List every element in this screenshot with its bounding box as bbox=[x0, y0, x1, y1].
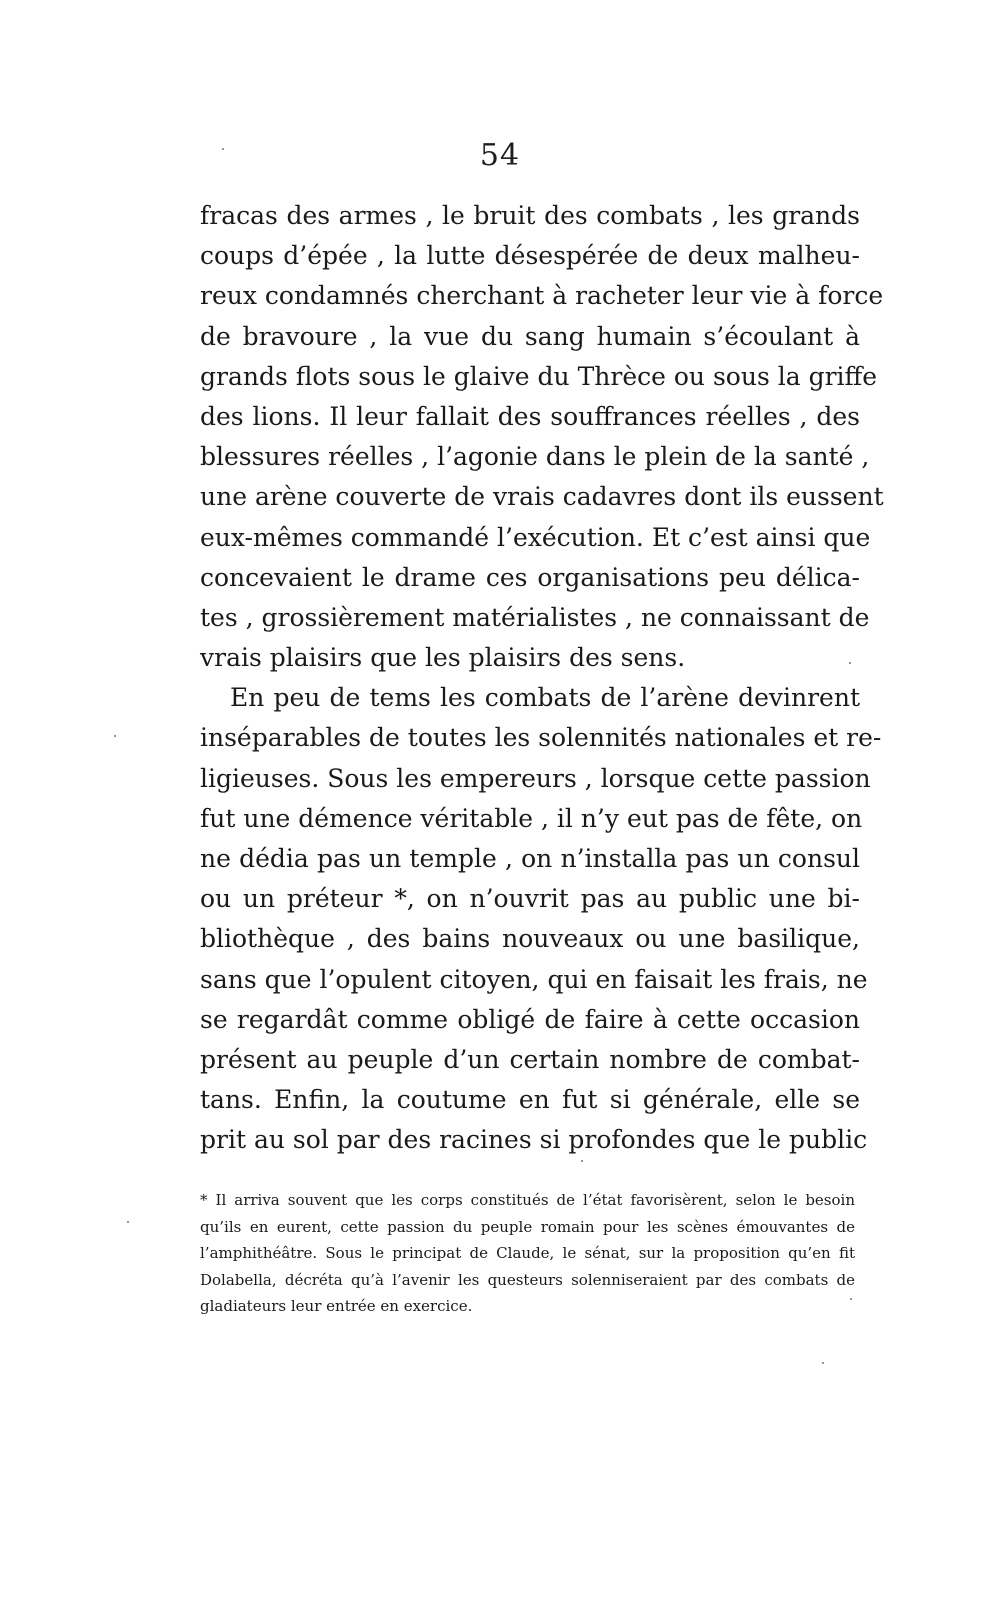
text-line: prit au sol par des racines si profondes que le public bbox=[200, 1125, 868, 1155]
text-line: des lions. Il leur fallait des souffrances réelles , des bbox=[200, 401, 860, 431]
scan-speck bbox=[581, 1160, 583, 1162]
text-line: concevaient le drame ces organisations peu délica- bbox=[200, 562, 860, 592]
text-line: reux condamnés cherchant à racheter leur vie à force bbox=[200, 281, 884, 311]
footnote-line: Dolabella, décréta qu’à l’avenir les questeurs solenniseraient par des combats de bbox=[200, 1270, 855, 1289]
text-line: ou un préteur *, on n’ouvrit pas au public une bi- bbox=[200, 884, 860, 914]
page-number: 54 bbox=[479, 138, 521, 173]
text-line: sans que l’opulent citoyen, qui en faisait les frais, ne bbox=[200, 964, 868, 994]
text-line: En peu de tems les combats de l’arène devinrent bbox=[230, 683, 860, 713]
text-line: blessures réelles , l’agonie dans le plein de la santé , bbox=[200, 442, 870, 472]
text-line: ligieuses. Sous les empereurs , lorsque cette passion bbox=[200, 763, 871, 793]
text-line: bliothèque , des bains nouveaux ou une basilique, bbox=[200, 924, 860, 954]
text-line: une arène couverte de vrais cadavres dont ils eussent bbox=[200, 482, 884, 512]
footnote-line: * Il arriva souvent que les corps constitués de l’état favorisèrent, selon le besoin bbox=[200, 1191, 855, 1209]
scan-speck bbox=[849, 662, 851, 664]
footnote bbox=[200, 1187, 855, 1320]
text-line: fracas des armes , le bruit des combats , les grands bbox=[200, 201, 860, 230]
text-line: vrais plaisirs que les plaisirs des sens. bbox=[200, 643, 686, 673]
footnote-line: gladiateurs leur entrée en exercice. bbox=[200, 1297, 473, 1315]
text-line: coups d’épée , la lutte désespérée de deux malheu- bbox=[200, 241, 860, 271]
text-line: ne dédia pas un temple , on n’installa pas un consul bbox=[200, 844, 860, 873]
scan-speck bbox=[114, 735, 116, 737]
body-text bbox=[200, 196, 884, 1161]
scan-speck bbox=[222, 148, 224, 150]
text-line: de bravoure , la vue du sang humain s’écoulant à bbox=[200, 321, 860, 351]
text-line: tans. Enfin, la coutume en fut si générale, elle se bbox=[200, 1085, 860, 1115]
text-line: tes , grossièrement matérialistes , ne connaissant de bbox=[200, 602, 870, 632]
text-line: se regardât comme obligé de faire à cette occasion bbox=[200, 1004, 860, 1034]
text-line: inséparables de toutes les solennités nationales et re- bbox=[200, 723, 882, 753]
text-line: présent au peuple d’un certain nombre de combat- bbox=[200, 1044, 860, 1074]
footnote-line: qu’ils en eurent, cette passion du peuple romain pour les scènes émouvantes de bbox=[200, 1217, 855, 1236]
text-line: fut une démence véritable , il n’y eut pas de fête, on bbox=[200, 803, 863, 833]
text-line: grands flots sous le glaive du Thrèce ou sous la griffe bbox=[200, 361, 878, 391]
footnote-line: l’amphithéâtre. Sous le principat de Claude, le sénat, sur la proposition qu’en fit bbox=[200, 1244, 855, 1262]
text-line: eux-mêmes commandé l’exécution. Et c’est ainsi que bbox=[200, 522, 871, 552]
scan-speck bbox=[822, 1362, 824, 1364]
scan-speck bbox=[850, 1298, 852, 1300]
scan-speck bbox=[127, 1221, 129, 1223]
